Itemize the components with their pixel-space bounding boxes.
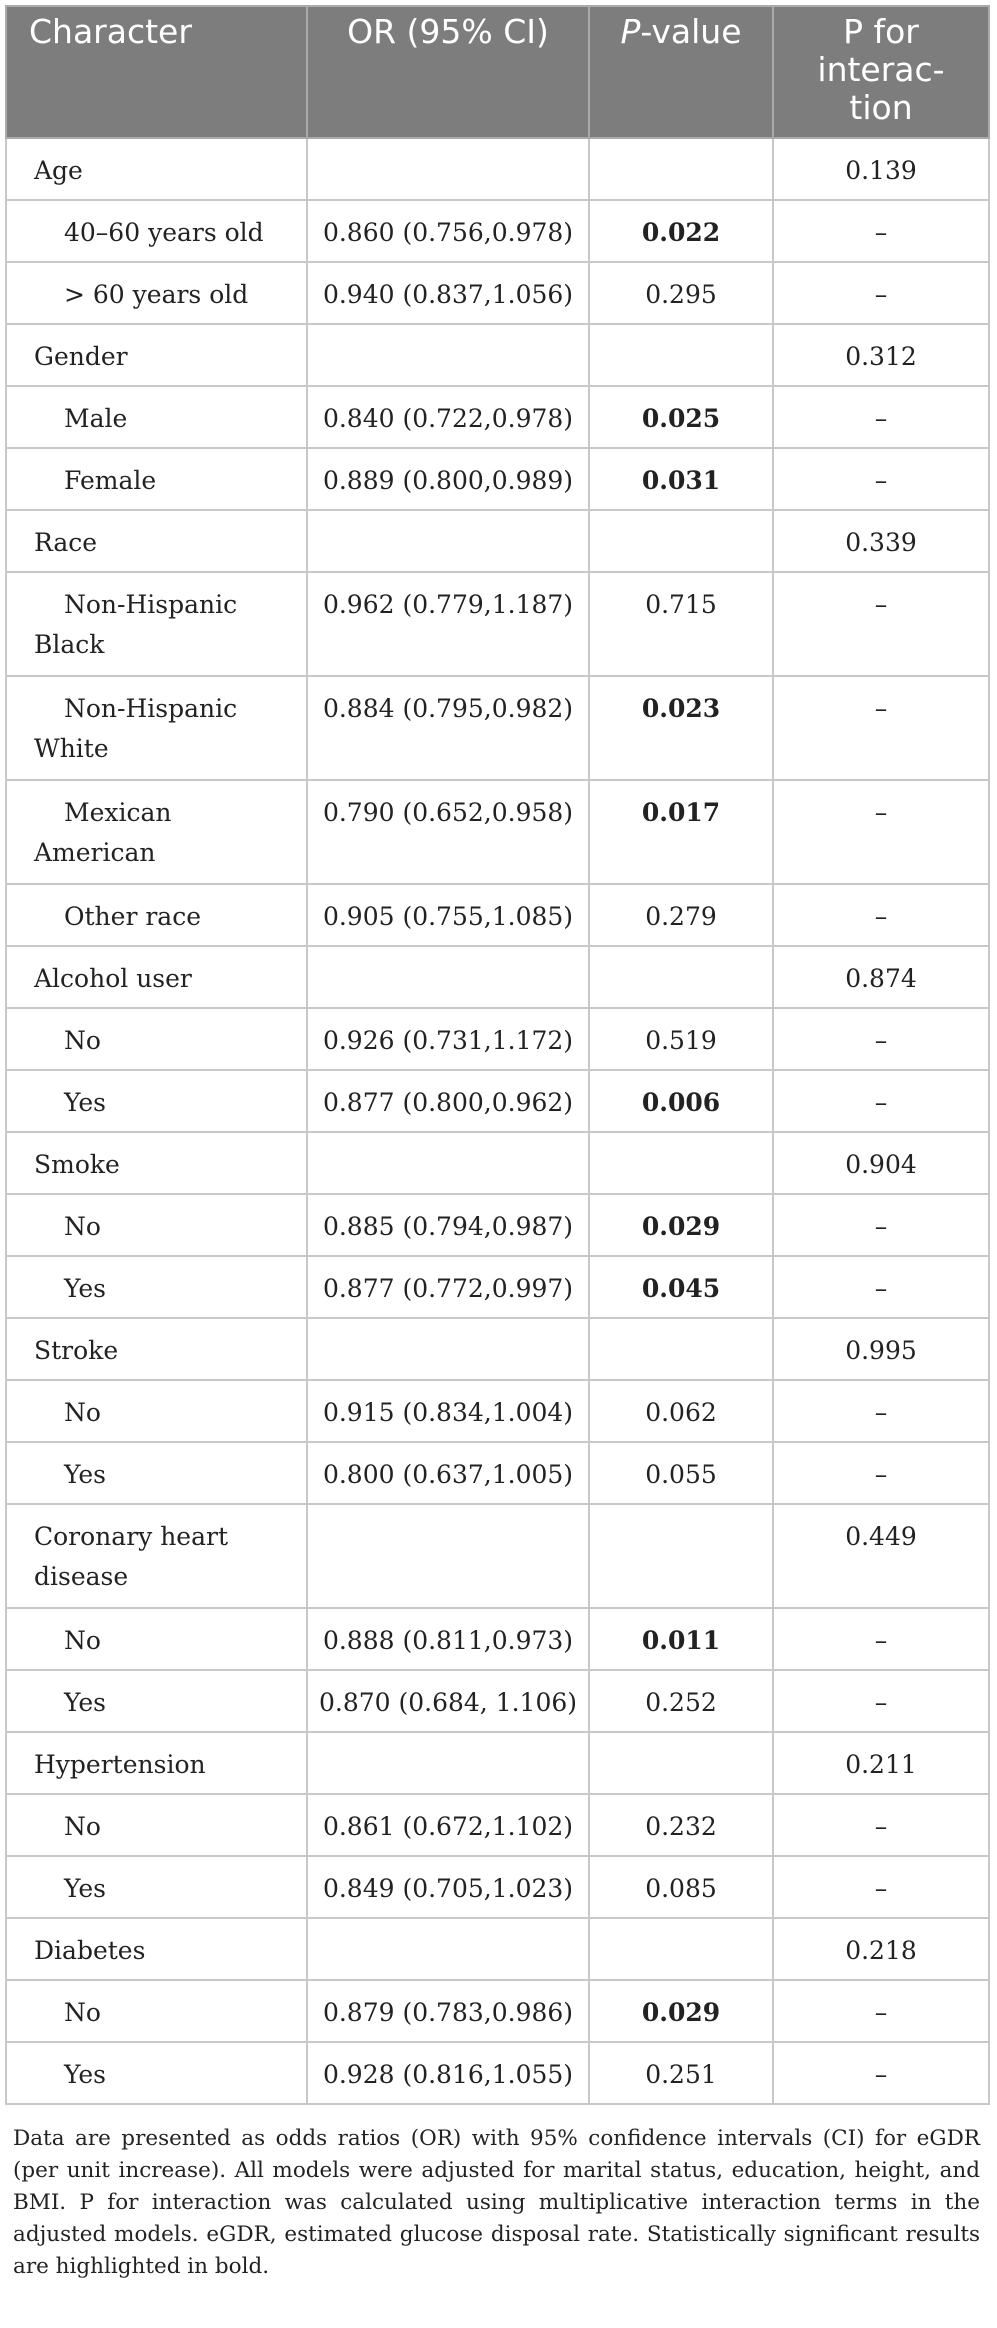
cell-or-ci: 0.860 (0.756,0.978)	[307, 200, 589, 262]
cell-p-value: 0.017	[589, 780, 773, 884]
subgroup-analysis-table	[5, 5, 990, 2105]
cell-character: No	[6, 1380, 307, 1442]
header-row	[6, 6, 989, 138]
table-row	[6, 1070, 989, 1132]
cell-or-ci	[307, 324, 589, 386]
cell-or-ci: 0.877 (0.772,0.997)	[307, 1256, 589, 1318]
cell-or-ci	[307, 1504, 589, 1608]
cell-character: Yes	[6, 1856, 307, 1918]
cell-p-interaction: –	[773, 1442, 989, 1504]
cell-p-interaction: 0.339	[773, 510, 989, 572]
cell-character: Smoke	[6, 1132, 307, 1194]
cell-p-interaction: –	[773, 386, 989, 448]
cell-or-ci	[307, 1732, 589, 1794]
cell-character: Female	[6, 448, 307, 510]
cell-p-interaction: –	[773, 262, 989, 324]
cell-p-value: 0.029	[589, 1194, 773, 1256]
cell-p-value	[589, 138, 773, 200]
table-row	[6, 1918, 989, 1980]
cell-or-ci: 0.877 (0.800,0.962)	[307, 1070, 589, 1132]
table-row	[6, 324, 989, 386]
cell-character: No	[6, 1980, 307, 2042]
cell-p-value	[589, 1918, 773, 1980]
cell-p-interaction: 0.139	[773, 138, 989, 200]
cell-p-interaction: –	[773, 1070, 989, 1132]
cell-p-interaction: –	[773, 676, 989, 780]
cell-p-interaction: –	[773, 200, 989, 262]
table-row	[6, 1980, 989, 2042]
cell-character: 40–60 years old	[6, 200, 307, 262]
cell-p-value	[589, 946, 773, 1008]
header-p-value	[589, 6, 773, 138]
cell-p-interaction: 0.904	[773, 1132, 989, 1194]
cell-or-ci: 0.840 (0.722,0.978)	[307, 386, 589, 448]
cell-p-interaction: –	[773, 1008, 989, 1070]
table-row	[6, 676, 989, 780]
cell-p-interaction: –	[773, 1194, 989, 1256]
cell-or-ci: 0.870 (0.684, 1.106)	[307, 1670, 589, 1732]
cell-p-value: 0.006	[589, 1070, 773, 1132]
cell-p-value: 0.023	[589, 676, 773, 780]
table-row	[6, 1732, 989, 1794]
cell-character: No	[6, 1794, 307, 1856]
cell-p-interaction: 0.874	[773, 946, 989, 1008]
cell-p-interaction: –	[773, 884, 989, 946]
table-row	[6, 510, 989, 572]
table-body	[6, 138, 989, 2104]
cell-or-ci	[307, 138, 589, 200]
cell-or-ci: 0.884 (0.795,0.982)	[307, 676, 589, 780]
cell-or-ci	[307, 1318, 589, 1380]
cell-character: > 60 years old	[6, 262, 307, 324]
cell-or-ci	[307, 1132, 589, 1194]
cell-p-value: 0.011	[589, 1608, 773, 1670]
cell-or-ci: 0.790 (0.652,0.958)	[307, 780, 589, 884]
cell-character: No	[6, 1008, 307, 1070]
cell-character: Yes	[6, 1442, 307, 1504]
cell-p-value: 0.031	[589, 448, 773, 510]
table-row	[6, 1856, 989, 1918]
cell-p-interaction: –	[773, 1670, 989, 1732]
cell-character: Diabetes	[6, 1918, 307, 1980]
header-character: Character	[6, 6, 307, 138]
table-row	[6, 1670, 989, 1732]
cell-or-ci: 0.800 (0.637,1.005)	[307, 1442, 589, 1504]
table-row	[6, 1008, 989, 1070]
table-row	[6, 1608, 989, 1670]
cell-p-value	[589, 510, 773, 572]
cell-or-ci: 0.905 (0.755,1.085)	[307, 884, 589, 946]
cell-or-ci: 0.940 (0.837,1.056)	[307, 262, 589, 324]
cell-p-value: 0.062	[589, 1380, 773, 1442]
cell-character: Alcohol user	[6, 946, 307, 1008]
table-row	[6, 1132, 989, 1194]
cell-character: Yes	[6, 1070, 307, 1132]
cell-p-interaction: 0.312	[773, 324, 989, 386]
cell-character: Race	[6, 510, 307, 572]
table-row	[6, 884, 989, 946]
cell-p-interaction: –	[773, 780, 989, 884]
table-row	[6, 1318, 989, 1380]
table-container	[5, 5, 988, 2283]
table-row	[6, 1194, 989, 1256]
cell-p-value: 0.085	[589, 1856, 773, 1918]
cell-p-interaction: 0.995	[773, 1318, 989, 1380]
cell-p-value	[589, 1504, 773, 1608]
header-p-interaction	[773, 6, 989, 138]
table-row	[6, 386, 989, 448]
cell-p-interaction: 0.211	[773, 1732, 989, 1794]
cell-p-value: 0.715	[589, 572, 773, 676]
cell-p-value: 0.252	[589, 1670, 773, 1732]
cell-or-ci: 0.926 (0.731,1.172)	[307, 1008, 589, 1070]
cell-p-interaction: –	[773, 2042, 989, 2104]
cell-character: No	[6, 1608, 307, 1670]
cell-p-value: 0.025	[589, 386, 773, 448]
table-row	[6, 2042, 989, 2104]
table-row	[6, 1442, 989, 1504]
cell-character: Non-Hispanic White	[6, 676, 307, 780]
table-row	[6, 1504, 989, 1608]
cell-character: Male	[6, 386, 307, 448]
header-p-interaction-line1: P for	[843, 12, 919, 51]
cell-p-value	[589, 324, 773, 386]
cell-or-ci	[307, 510, 589, 572]
cell-or-ci: 0.885 (0.794,0.987)	[307, 1194, 589, 1256]
table-row	[6, 448, 989, 510]
cell-character: Yes	[6, 1670, 307, 1732]
cell-p-interaction: –	[773, 1608, 989, 1670]
cell-p-value: 0.055	[589, 1442, 773, 1504]
header-p-value-rest: -value	[640, 12, 742, 51]
cell-character: Other race	[6, 884, 307, 946]
table-row	[6, 200, 989, 262]
cell-character: Mexican American	[6, 780, 307, 884]
cell-p-value	[589, 1732, 773, 1794]
table-row	[6, 262, 989, 324]
cell-p-value: 0.045	[589, 1256, 773, 1318]
cell-character: Yes	[6, 2042, 307, 2104]
cell-p-interaction: –	[773, 1380, 989, 1442]
header-p-interaction-line2: interac-	[817, 50, 945, 89]
cell-p-value: 0.279	[589, 884, 773, 946]
cell-p-value: 0.295	[589, 262, 773, 324]
cell-character: Hypertension	[6, 1732, 307, 1794]
cell-p-value: 0.519	[589, 1008, 773, 1070]
cell-or-ci: 0.928 (0.816,1.055)	[307, 2042, 589, 2104]
table-row	[6, 1380, 989, 1442]
cell-p-value	[589, 1318, 773, 1380]
cell-character: Stroke	[6, 1318, 307, 1380]
cell-p-value: 0.029	[589, 1980, 773, 2042]
cell-p-value	[589, 1132, 773, 1194]
cell-character: Gender	[6, 324, 307, 386]
cell-p-interaction: –	[773, 1794, 989, 1856]
cell-or-ci	[307, 1918, 589, 1980]
cell-p-interaction: –	[773, 1256, 989, 1318]
cell-p-interaction: –	[773, 1856, 989, 1918]
cell-p-interaction: –	[773, 1980, 989, 2042]
cell-p-interaction: 0.449	[773, 1504, 989, 1608]
cell-or-ci: 0.889 (0.800,0.989)	[307, 448, 589, 510]
cell-p-value: 0.251	[589, 2042, 773, 2104]
table-row	[6, 1794, 989, 1856]
cell-character: Age	[6, 138, 307, 200]
table-footnote: Data are presented as odds ratios (OR) with 95% confidence intervals (CI) for eGDR (per unit increase). All models were adjusted for marital status, education, height, and BMI. P for interaction was calculated using multiplicative interaction terms in the adjusted models. eGDR, estimated glucose disposal rate. Statistically significant results are highlighted in bold.	[13, 2126, 980, 2279]
cell-p-interaction: –	[773, 572, 989, 676]
cell-or-ci: 0.915 (0.834,1.004)	[307, 1380, 589, 1442]
cell-character: Non-Hispanic Black	[6, 572, 307, 676]
cell-p-value: 0.232	[589, 1794, 773, 1856]
cell-p-interaction: 0.218	[773, 1918, 989, 1980]
cell-character: No	[6, 1194, 307, 1256]
cell-character: Coronary heart disease	[6, 1504, 307, 1608]
table-row	[6, 780, 989, 884]
cell-p-interaction: –	[773, 448, 989, 510]
cell-or-ci: 0.861 (0.672,1.102)	[307, 1794, 589, 1856]
cell-p-value: 0.022	[589, 200, 773, 262]
header-p-value-italic: P	[620, 12, 641, 51]
cell-character: Yes	[6, 1256, 307, 1318]
cell-or-ci: 0.879 (0.783,0.986)	[307, 1980, 589, 2042]
header-or-ci: OR (95% CI)	[307, 6, 589, 138]
table-row	[6, 946, 989, 1008]
cell-or-ci: 0.849 (0.705,1.023)	[307, 1856, 589, 1918]
cell-or-ci: 0.962 (0.779,1.187)	[307, 572, 589, 676]
table-row	[6, 1256, 989, 1318]
table-row	[6, 138, 989, 200]
cell-or-ci	[307, 946, 589, 1008]
table-row	[6, 572, 989, 676]
cell-or-ci: 0.888 (0.811,0.973)	[307, 1608, 589, 1670]
header-p-interaction-line3: tion	[849, 88, 913, 127]
